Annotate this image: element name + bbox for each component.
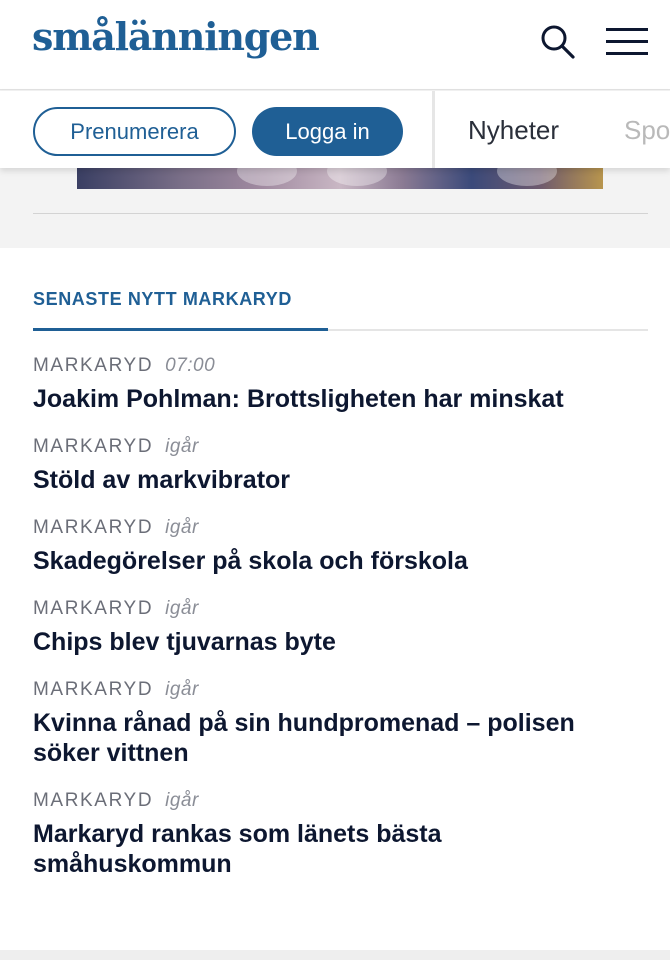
news-headline[interactable]: Chips blev tjuvarnas byte: [33, 628, 336, 656]
news-item[interactable]: [33, 598, 643, 657]
news-meta: [33, 517, 643, 539]
news-item[interactable]: [33, 355, 643, 414]
news-headline[interactable]: Skadegörelser på skola och förskola: [33, 547, 468, 575]
news-headline[interactable]: Stöld av markvibrator: [33, 466, 291, 494]
news-place: MARKARYD: [33, 436, 154, 457]
news-time: igår: [165, 790, 199, 811]
news-place: MARKARYD: [33, 517, 154, 538]
site-header: [0, 0, 670, 90]
nav-divider: [432, 91, 435, 168]
section-title[interactable]: SENASTE NYTT MARKARYD: [33, 289, 292, 309]
news-headline[interactable]: Markaryd rankas som länets bästa småhuskommun: [33, 820, 442, 878]
site-logo[interactable]: smålänningen: [32, 14, 319, 59]
search-button[interactable]: [538, 22, 578, 62]
news-place: MARKARYD: [33, 598, 154, 619]
news-headline[interactable]: Kvinna rånad på sin hundpromenad – polisen söker vittnen: [33, 709, 575, 767]
ad-area: [0, 168, 670, 248]
hamburger-menu-icon: [606, 40, 648, 43]
section-rule-accent: [33, 328, 328, 331]
menu-button[interactable]: [602, 24, 650, 60]
ad-banner-image[interactable]: [77, 168, 603, 189]
news-place: MARKARYD: [33, 355, 154, 376]
news-time: igår: [165, 598, 199, 619]
subscribe-button[interactable]: Prenumerera: [33, 107, 236, 156]
top-nav: [0, 91, 670, 168]
news-place: MARKARYD: [33, 679, 154, 700]
news-meta: [33, 679, 643, 701]
news-item[interactable]: [33, 436, 643, 495]
search-icon: [538, 22, 578, 62]
hamburger-menu-icon: [606, 52, 648, 55]
login-button[interactable]: Logga in: [252, 107, 403, 156]
news-place: MARKARYD: [33, 790, 154, 811]
bottom-band: [0, 950, 670, 960]
news-item[interactable]: [33, 679, 643, 768]
news-list: [33, 355, 643, 879]
news-meta: [33, 790, 643, 812]
news-time: igår: [165, 436, 199, 457]
latest-news-section: [0, 248, 670, 950]
news-time: igår: [165, 517, 199, 538]
news-meta: [33, 436, 643, 458]
news-meta: [33, 355, 643, 377]
news-meta: [33, 598, 643, 620]
news-headline[interactable]: Joakim Pohlman: Brottsligheten har minskat: [33, 385, 564, 413]
hamburger-menu-icon: [606, 28, 648, 31]
divider: [33, 213, 648, 214]
news-item[interactable]: [33, 790, 643, 879]
news-time: igår: [165, 679, 199, 700]
nav-link-nyheter[interactable]: Nyheter: [468, 115, 560, 145]
nav-link-sport[interactable]: Spo: [624, 115, 670, 145]
news-time: 07:00: [165, 355, 216, 376]
news-item[interactable]: [33, 517, 643, 576]
